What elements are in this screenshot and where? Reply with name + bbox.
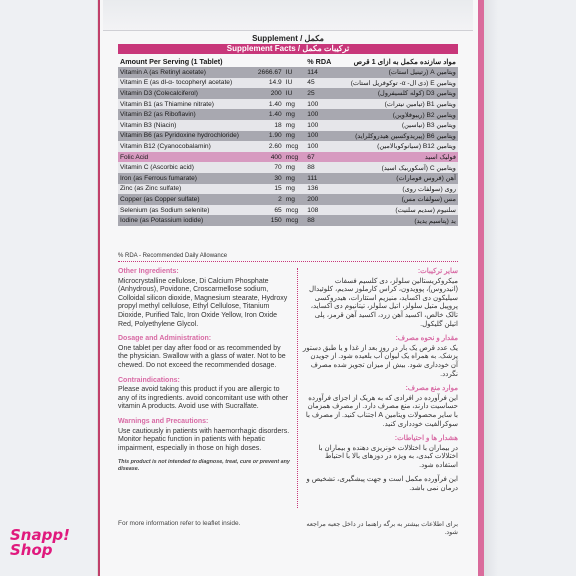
nutrient-amount: 30 xyxy=(241,173,284,184)
facts-row xyxy=(118,184,458,195)
nutrient-amount: 14.9 xyxy=(241,78,284,89)
facts-row xyxy=(118,131,458,142)
nutrient-name: Zinc (as Zinc sulfate) xyxy=(118,184,241,195)
nutrient-rda: 111 xyxy=(305,173,339,184)
nutrient-name-fa: ویتامین D3 (کوله کلسیفرول) xyxy=(339,88,458,99)
logo-line-2: Shop xyxy=(10,541,53,559)
nutrient-unit: IU xyxy=(284,67,306,78)
nutrient-name-fa: سلنیوم (سدیم سلنیت) xyxy=(339,205,458,216)
nutrient-amount: 1.40 xyxy=(241,109,284,120)
nutrient-name: Vitamin B2 (as Riboflavin) xyxy=(118,109,241,120)
nutrient-amount: 70 xyxy=(241,162,284,173)
section-body: One tablet per day after food or as recommended by the physician. Swallow with a glass of water. Not to be chewed. Do not exceed the recommended dosage. xyxy=(118,344,286,369)
leaflet-note-fa: برای اطلاعات بیشتر به برگه راهنما در داخل جعبه مراجعه شود. xyxy=(306,521,458,536)
section-body: این فرآورده مکمل است و جهت پیشگیری، تشخیص و درمان نمی باشد. xyxy=(306,476,458,493)
nutrient-name: Vitamin B1 (as Thiamine nitrate) xyxy=(118,99,241,110)
nutrient-unit: IU xyxy=(284,78,306,89)
nutrient-name-fa: ویتامین B1 (تیامین نیترات) xyxy=(339,99,458,110)
nutrient-name-fa: ویتامین B6 (پیریدوکسین هیدروکلراید) xyxy=(339,131,458,142)
nutrient-unit: mg xyxy=(284,120,306,131)
facts-table-header xyxy=(118,56,458,67)
nutrient-name-fa: مس (سولفات مس) xyxy=(339,194,458,205)
section-heading: موارد منع مصرف: xyxy=(405,385,458,393)
facts-row xyxy=(118,88,458,99)
nutrient-amount: 2666.67 xyxy=(241,67,284,78)
section-heading: مقدار و نحوه مصرف: xyxy=(395,335,458,343)
nutrient-name-fa: آهن (فروس فومارات) xyxy=(339,173,458,184)
nutrient-name: Vitamin A (as Retinyl acetate) xyxy=(118,67,241,78)
facts-row xyxy=(118,99,458,110)
rda-note: % RDA - Recommended Daily Allowance xyxy=(118,253,228,259)
nutrient-amount: 2.60 xyxy=(241,141,284,152)
section-heading: Dosage and Administration: xyxy=(118,335,212,343)
nutrient-amount: 150 xyxy=(241,215,284,226)
nutrient-unit: mcg xyxy=(284,205,306,216)
disclaimer: This product is not intended to diagnose, treat, cure or prevent any disease. xyxy=(118,459,290,472)
nutrient-unit: mg xyxy=(284,109,306,120)
box-pink-edge xyxy=(478,0,484,576)
nutrient-rda: 100 xyxy=(305,141,339,152)
nutrient-rda: 100 xyxy=(305,120,339,131)
nutrient-name: Folic Acid xyxy=(118,152,241,163)
nutrient-rda: 100 xyxy=(305,109,339,120)
section-body: Microcrystalline cellulose, Di Calcium Phosphate (Anhydrous), Povidone, Croscarmellose sodium, Colloidal silicon dioxide, Magnesium stearate, Hydroxy propyl methyl cellulose, Ethyl Cellulose, Titanium Dioxide, Purified Talc, Iron Oxide Yellow, Iron Oxide Red, Polyethylene Glycol. xyxy=(118,277,288,328)
nutrient-name-fa: روی (سولفات روی) xyxy=(339,184,458,195)
nutrient-unit: mcg xyxy=(284,152,306,163)
section-body: یک عدد قرص یک بار در روز بعد از غذا و یا طبق دستور پزشک. به همراه یک لیوان آب بلعیده شود. از جویدن آن خودداری شود. بیش از میزان تجویز شده مصرف نگردد. xyxy=(302,344,458,378)
nutrient-name: Vitamin B6 (as Pyridoxine hydrochloride) xyxy=(120,132,239,140)
nutrient-amount: 400 xyxy=(241,152,284,163)
leaflet-note-en: For more information refer to leaflet inside. xyxy=(118,520,241,527)
nutrient-unit: mg xyxy=(284,184,306,195)
divider xyxy=(118,261,458,262)
nutrient-name-fa: فولیک اسید xyxy=(339,152,458,163)
section-body: میکروکریستالین سلولز، دی کلسیم فسفات (انیدروس)، پوویدون، کراس کارملوز سدیم، کلوئیدال سیلیکون دی اکساید، منیزیم استئارات، هیدروکسی پروپیل متیل سلولز، اتیل سلولز، تیتانیوم دی اکساید، تالک خالص، اکسید آهن زرد، اکسید آهن قرمز، پلی اتیلن گلیکول. xyxy=(308,277,458,328)
section-heading: سایر ترکیبات: xyxy=(417,268,458,275)
nutrient-name: Vitamin E (as dl-α- tocopheryl acetate) xyxy=(118,78,241,89)
nutrient-name-fa: ویتامین E (دی ال- α- توکوفریل استات) xyxy=(339,78,458,89)
supplement-facts-table xyxy=(118,56,458,226)
english-info-column xyxy=(118,268,292,472)
facts-row xyxy=(118,194,458,205)
nutrient-unit: mcg xyxy=(284,215,306,226)
box-top-flap xyxy=(103,0,473,31)
nutrient-unit: mg xyxy=(284,162,306,173)
nutrient-rda: 200 xyxy=(305,194,339,205)
nutrient-rda: 88 xyxy=(305,215,339,226)
facts-row xyxy=(118,152,458,163)
nutrient-rda: 114 xyxy=(305,67,339,78)
nutrient-name-fa: ویتامین B2 (ریبوفلاوین) xyxy=(339,109,458,120)
column-divider xyxy=(297,268,298,508)
facts-row xyxy=(118,215,458,226)
section-heading: هشدار ها و احتیاطات: xyxy=(394,435,458,443)
nutrient-name-fa: ید (پتاسیم یدید) xyxy=(339,215,458,226)
section-heading: Warnings and Precautions: xyxy=(118,417,209,425)
nutrient-name: Iodine (as Potassium iodide) xyxy=(118,215,241,226)
section-body: Use cautiously in patients with haemorrhagic disorders. Monitor hepatic function in patients with hepatic impairment, especially in those on high doses. xyxy=(118,427,290,452)
nutrient-unit: IU xyxy=(284,88,306,99)
nutrient-amount: 65 xyxy=(241,205,284,216)
nutrient-rda: 100 xyxy=(305,131,339,142)
facts-row xyxy=(118,173,458,184)
section-body: در بیماران با اختلالات خونریزی دهنده و بیماران با اختلالات کبدی، به ویژه در دوزهای بالا با احتیاط استفاده شود. xyxy=(318,444,458,469)
fa-header: مواد سازنده مکمل به ازای 1 قرص xyxy=(353,57,456,66)
nutrient-name: Iron (as Ferrous fumarate) xyxy=(118,173,241,184)
section-heading: Contraindications: xyxy=(118,376,180,384)
amount-per-serving-header: Amount Per Serving (1 Tablet) xyxy=(120,57,223,66)
nutrient-amount: 1.40 xyxy=(241,99,284,110)
persian-info-column xyxy=(302,268,458,494)
nutrient-name: Selenium (as Sodium selenite) xyxy=(118,205,241,216)
nutrient-name: Vitamin B12 (Cyanocobalamin) xyxy=(118,141,241,152)
section-body: این فرآورده در افرادی که به هریک از اجزای فرآورده حساسیت دارند، منع مصرف دارد. از مصرف همزمان با سایر محصولات ویتامین A اجتناب کنید. از مصرف با سوکرالفیت خودداری کنید. xyxy=(305,394,458,428)
nutrient-rda: 25 xyxy=(305,88,339,99)
nutrient-unit: mg xyxy=(284,173,306,184)
nutrient-amount: 15 xyxy=(241,184,284,195)
nutrient-name-fa: ویتامین B3 (نیاسین) xyxy=(339,120,458,131)
facts-row xyxy=(118,162,458,173)
nutrient-rda: 45 xyxy=(305,78,339,89)
nutrient-rda: 136 xyxy=(305,184,339,195)
section-heading: Other Ingredients: xyxy=(118,268,179,275)
nutrient-amount: 18 xyxy=(241,120,284,131)
nutrient-name: Vitamin C (Ascorbic acid) xyxy=(118,162,241,173)
nutrient-unit: mg xyxy=(284,99,306,110)
snappshop-logo xyxy=(10,528,70,570)
nutrient-name-fa: ویتامین C (آسکوربیک اسید) xyxy=(339,162,458,173)
supplement-facts-header: Supplement Facts / ترکیبات مکمل xyxy=(118,44,458,54)
nutrient-unit: mcg xyxy=(284,141,306,152)
facts-row xyxy=(118,67,458,78)
nutrient-name: Vitamin B3 (Niacin) xyxy=(118,120,241,131)
page-title: Supplement / مکمل xyxy=(252,34,324,43)
nutrient-rda: 108 xyxy=(305,205,339,216)
nutrient-amount: 2 xyxy=(241,194,284,205)
nutrient-amount: 200 xyxy=(241,88,284,99)
rda-header: % RDA xyxy=(307,57,332,66)
nutrient-unit: mg xyxy=(284,131,306,142)
facts-row xyxy=(118,78,458,89)
logo-line-1: Snapp! xyxy=(10,526,70,544)
facts-row xyxy=(118,120,458,131)
section-body: Please avoid taking this product if you are allergic to any of its ingredients. avoid concomitant use with other vitamin A products. Avoid use with Sucralfate. xyxy=(118,386,289,411)
facts-row xyxy=(118,205,458,216)
facts-row xyxy=(118,141,458,152)
facts-row xyxy=(118,109,458,120)
nutrient-name: Copper (as Copper sulfate) xyxy=(118,194,241,205)
nutrient-name-fa: ویتامین A (رتینیل استات) xyxy=(339,67,458,78)
nutrient-rda: 100 xyxy=(305,99,339,110)
nutrient-name-fa: ویتامین B12 (سیانوکوبالامین) xyxy=(339,141,458,152)
nutrient-name: Vitamin D3 (Colecalciferol) xyxy=(118,88,241,99)
nutrient-unit: mg xyxy=(284,194,306,205)
nutrient-rda: 88 xyxy=(305,162,339,173)
nutrient-amount: 1.90 xyxy=(241,131,284,142)
nutrient-rda: 67 xyxy=(305,152,339,163)
